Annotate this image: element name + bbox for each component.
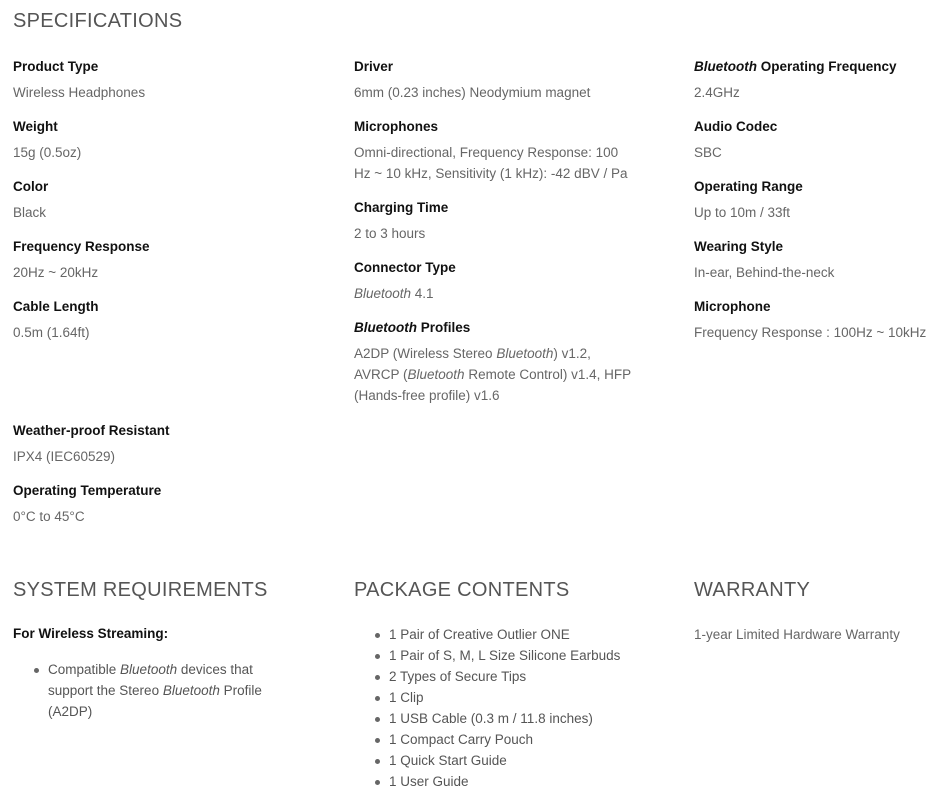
spec-value-connector-italic: Bluetooth <box>354 286 412 301</box>
package-contents-list <box>375 624 620 792</box>
warranty-title: WARRANTY <box>694 579 811 601</box>
spec-label-connector-type: Connector Type <box>354 260 456 275</box>
spec-label-charging-time: Charging Time <box>354 200 449 215</box>
spec-value-weather-proof: IPX4 (IEC60529) <box>13 449 116 464</box>
spec-label-wearing-style: Wearing Style <box>694 239 784 254</box>
list-item: 1 Compact Carry Pouch <box>375 729 620 750</box>
spec-label-audio-codec: Audio Codec <box>694 119 778 134</box>
spec-label-microphones: Microphones <box>354 119 439 134</box>
sysreq-l2i: Bluetooth <box>162 683 220 698</box>
spec-value-wearing-style: In-ear, Behind-the-neck <box>694 265 835 280</box>
package-contents-title: PACKAGE CONTENTS <box>354 579 570 601</box>
bt-profiles-line1-b: ) v1.2, <box>553 346 591 361</box>
spec-label-weight: Weight <box>13 119 58 134</box>
spec-value-charging-time: 2 to 3 hours <box>354 226 426 241</box>
spec-value-bt-operating-frequency: 2.4GHz <box>694 85 740 100</box>
system-requirements-subtitle: For Wireless Streaming: <box>13 626 169 641</box>
spec-value-cable-length: 0.5m (1.64ft) <box>13 325 90 340</box>
system-requirements-title: SYSTEM REQUIREMENTS <box>13 579 268 601</box>
bt-profiles-line1-a: A2DP (Wireless Stereo <box>354 346 497 361</box>
spec-value-microphones <box>354 142 627 184</box>
list-item: 2 Types of Secure Tips <box>375 666 620 687</box>
spec-label-bt-operating-frequency <box>694 59 897 74</box>
bt-profiles-line3: (Hands-free profile) v1.6 <box>354 388 500 403</box>
list-item: 1 USB Cable (0.3 m / 11.8 inches) <box>375 708 620 729</box>
spec-label-frequency-response: Frequency Response <box>13 239 150 254</box>
spec-value-microphones-line2: Hz ~ 10 kHz, Sensitivity (1 kHz): -42 dBV / Pa <box>354 166 628 181</box>
spec-value-weight: 15g (0.5oz) <box>13 145 82 160</box>
list-item: 1 Pair of S, M, L Size Silicone Earbuds <box>375 645 620 666</box>
spec-label-weather-proof: Weather-proof Resistant <box>13 423 170 438</box>
spec-value-audio-codec: SBC <box>694 145 722 160</box>
bt-profiles-line1-italic: Bluetooth <box>496 346 554 361</box>
sysreq-l2a: support the Stereo <box>48 683 163 698</box>
spec-value-connector-type <box>354 283 434 304</box>
list-item: 1 Pair of Creative Outlier ONE <box>375 624 620 645</box>
spec-label-product-type: Product Type <box>13 59 99 74</box>
bt-profiles-line2-b: Remote Control) v1.4, HFP <box>464 367 632 382</box>
spec-value-bluetooth-profiles <box>354 343 631 406</box>
spec-value-driver: 6mm (0.23 inches) Neodymium magnet <box>354 85 591 100</box>
sysreq-l1b: devices that <box>177 662 253 677</box>
spec-value-color: Black <box>13 205 47 220</box>
specifications-title: SPECIFICATIONS <box>13 10 183 32</box>
list-item <box>34 659 262 722</box>
list-item: 1 Quick Start Guide <box>375 750 620 771</box>
spec-value-microphone: Frequency Response : 100Hz ~ 10kHz <box>694 325 927 340</box>
spec-label-cable-length: Cable Length <box>13 299 99 314</box>
bt-profiles-line2-italic: Bluetooth <box>407 367 465 382</box>
spec-value-connector-rest: 4.1 <box>411 286 434 301</box>
spec-label-driver: Driver <box>354 59 394 74</box>
bt-profiles-line2-a: AVRCP ( <box>354 367 408 382</box>
spec-label-color: Color <box>13 179 49 194</box>
list-item: 1 Clip <box>375 687 620 708</box>
sysreq-l2b: Profile <box>219 683 262 698</box>
spec-label-operating-range: Operating Range <box>694 179 803 194</box>
list-item: 1 User Guide <box>375 771 620 792</box>
spec-label-bt-freq-rest: Operating Frequency <box>757 59 897 74</box>
spec-label-operating-temperature: Operating Temperature <box>13 483 162 498</box>
spec-value-operating-temperature: 0°C to 45°C <box>13 509 85 524</box>
warranty-text: 1-year Limited Hardware Warranty <box>694 627 900 642</box>
spec-label-bt-rest: Profiles <box>417 320 471 335</box>
spec-value-operating-range: Up to 10m / 33ft <box>694 205 791 220</box>
sysreq-l1a: Compatible <box>48 662 121 677</box>
sysreq-l3: (A2DP) <box>48 704 93 719</box>
spec-value-product-type: Wireless Headphones <box>13 85 146 100</box>
spec-value-microphones-line1: Omni-directional, Frequency Response: 100 <box>354 145 619 160</box>
system-requirements-list <box>34 659 262 722</box>
spec-label-microphone: Microphone <box>694 299 771 314</box>
spec-label-bluetooth-profiles <box>354 320 470 335</box>
spec-value-frequency-response: 20Hz ~ 20kHz <box>13 265 99 280</box>
sysreq-l1i: Bluetooth <box>120 662 178 677</box>
spec-label-bt-freq-italic: Bluetooth <box>694 59 757 74</box>
spec-label-bt-italic: Bluetooth <box>354 320 417 335</box>
